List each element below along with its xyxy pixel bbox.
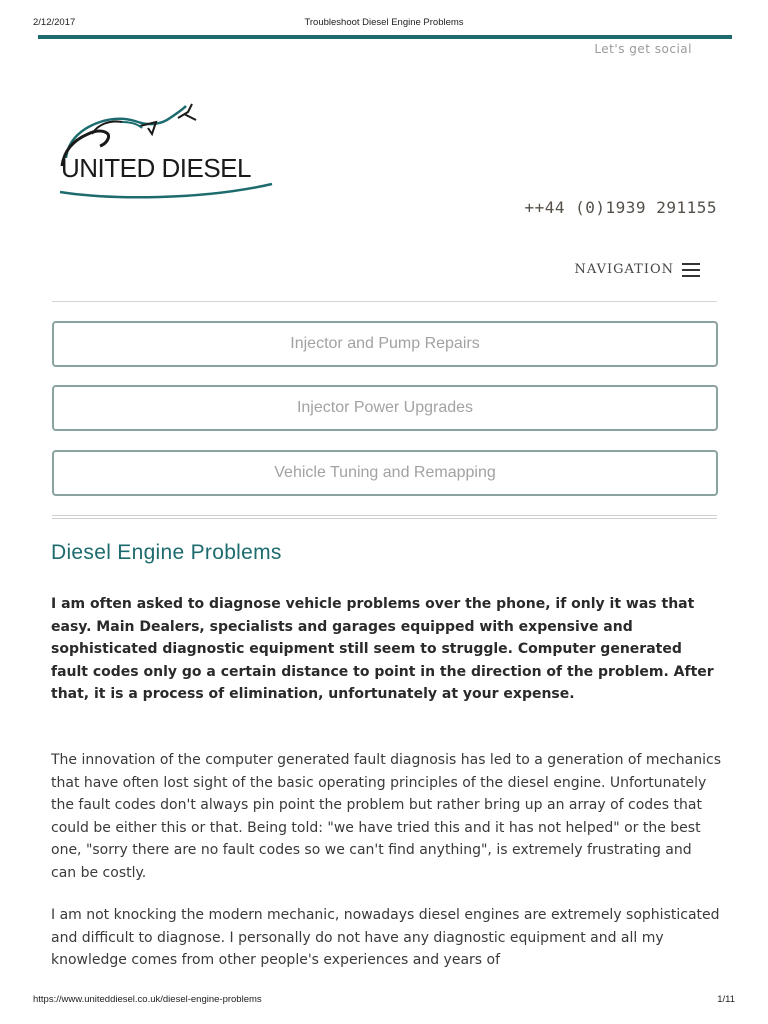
navigation-label: NAVIGATION [574, 262, 674, 277]
print-title: Troubleshoot Diesel Engine Problems [304, 17, 464, 28]
body-paragraph-1: The innovation of the computer generated fault diagnosis has led to a generation of mechanics that have often lost sight of the basic operating principles of the diesel engine. Unfortunately the fault codes don't always pin point the problem but rather bring up an array of codes that could be either this or that. Being told: "we have tried this and it has not helped" or the best one, "sorry there are no fault codes so we can't find anything", is extremely frustrating and can be costly. [51, 752, 721, 881]
print-header [0, 17, 768, 31]
print-url: https://www.uniteddiesel.co.uk/diesel-engine-problems [33, 994, 262, 1005]
logo[interactable] [52, 100, 277, 200]
bull-logo-icon [52, 100, 277, 200]
menu-injector-pump-repairs[interactable]: Injector and Pump Repairs [52, 321, 718, 367]
hamburger-menu-icon [682, 263, 700, 277]
page-title: Diesel Engine Problems [51, 541, 282, 564]
top-bar [38, 35, 732, 39]
print-date: 2/12/2017 [33, 17, 76, 28]
lead-paragraph: I am often asked to diagnose vehicle problems over the phone, if only it was that easy. Main Dealers, specialists and garages equipped with expensive and sophisticated diagnostic equipment still seem to struggle. Computer generated fault codes only go a certain distance to point in the direction of the problem. After that, it is a process of elimination, unfortunately at your expense. [51, 596, 714, 702]
body-paragraph-2: I am not knocking the modern mechanic, nowadays diesel engines are extremely sophisticated and difficult to diagnose. I personally do not have any diagnostic equipment and all my knowledge comes from other people's experiences and years of [51, 907, 720, 968]
nav-divider [52, 301, 717, 302]
menu-vehicle-tuning-remapping[interactable]: Vehicle Tuning and Remapping [52, 450, 718, 496]
logo-text: UNITED DIESEL [61, 153, 251, 183]
print-footer [0, 994, 768, 1008]
content-divider [52, 515, 717, 519]
social-link[interactable]: Let's get social [594, 42, 692, 56]
print-page-number: 1/11 [717, 994, 735, 1005]
menu-injector-power-upgrades[interactable]: Injector Power Upgrades [52, 385, 718, 431]
navigation-toggle[interactable] [574, 262, 700, 277]
phone-number[interactable]: ++44 (0)1939 291155 [524, 198, 717, 217]
